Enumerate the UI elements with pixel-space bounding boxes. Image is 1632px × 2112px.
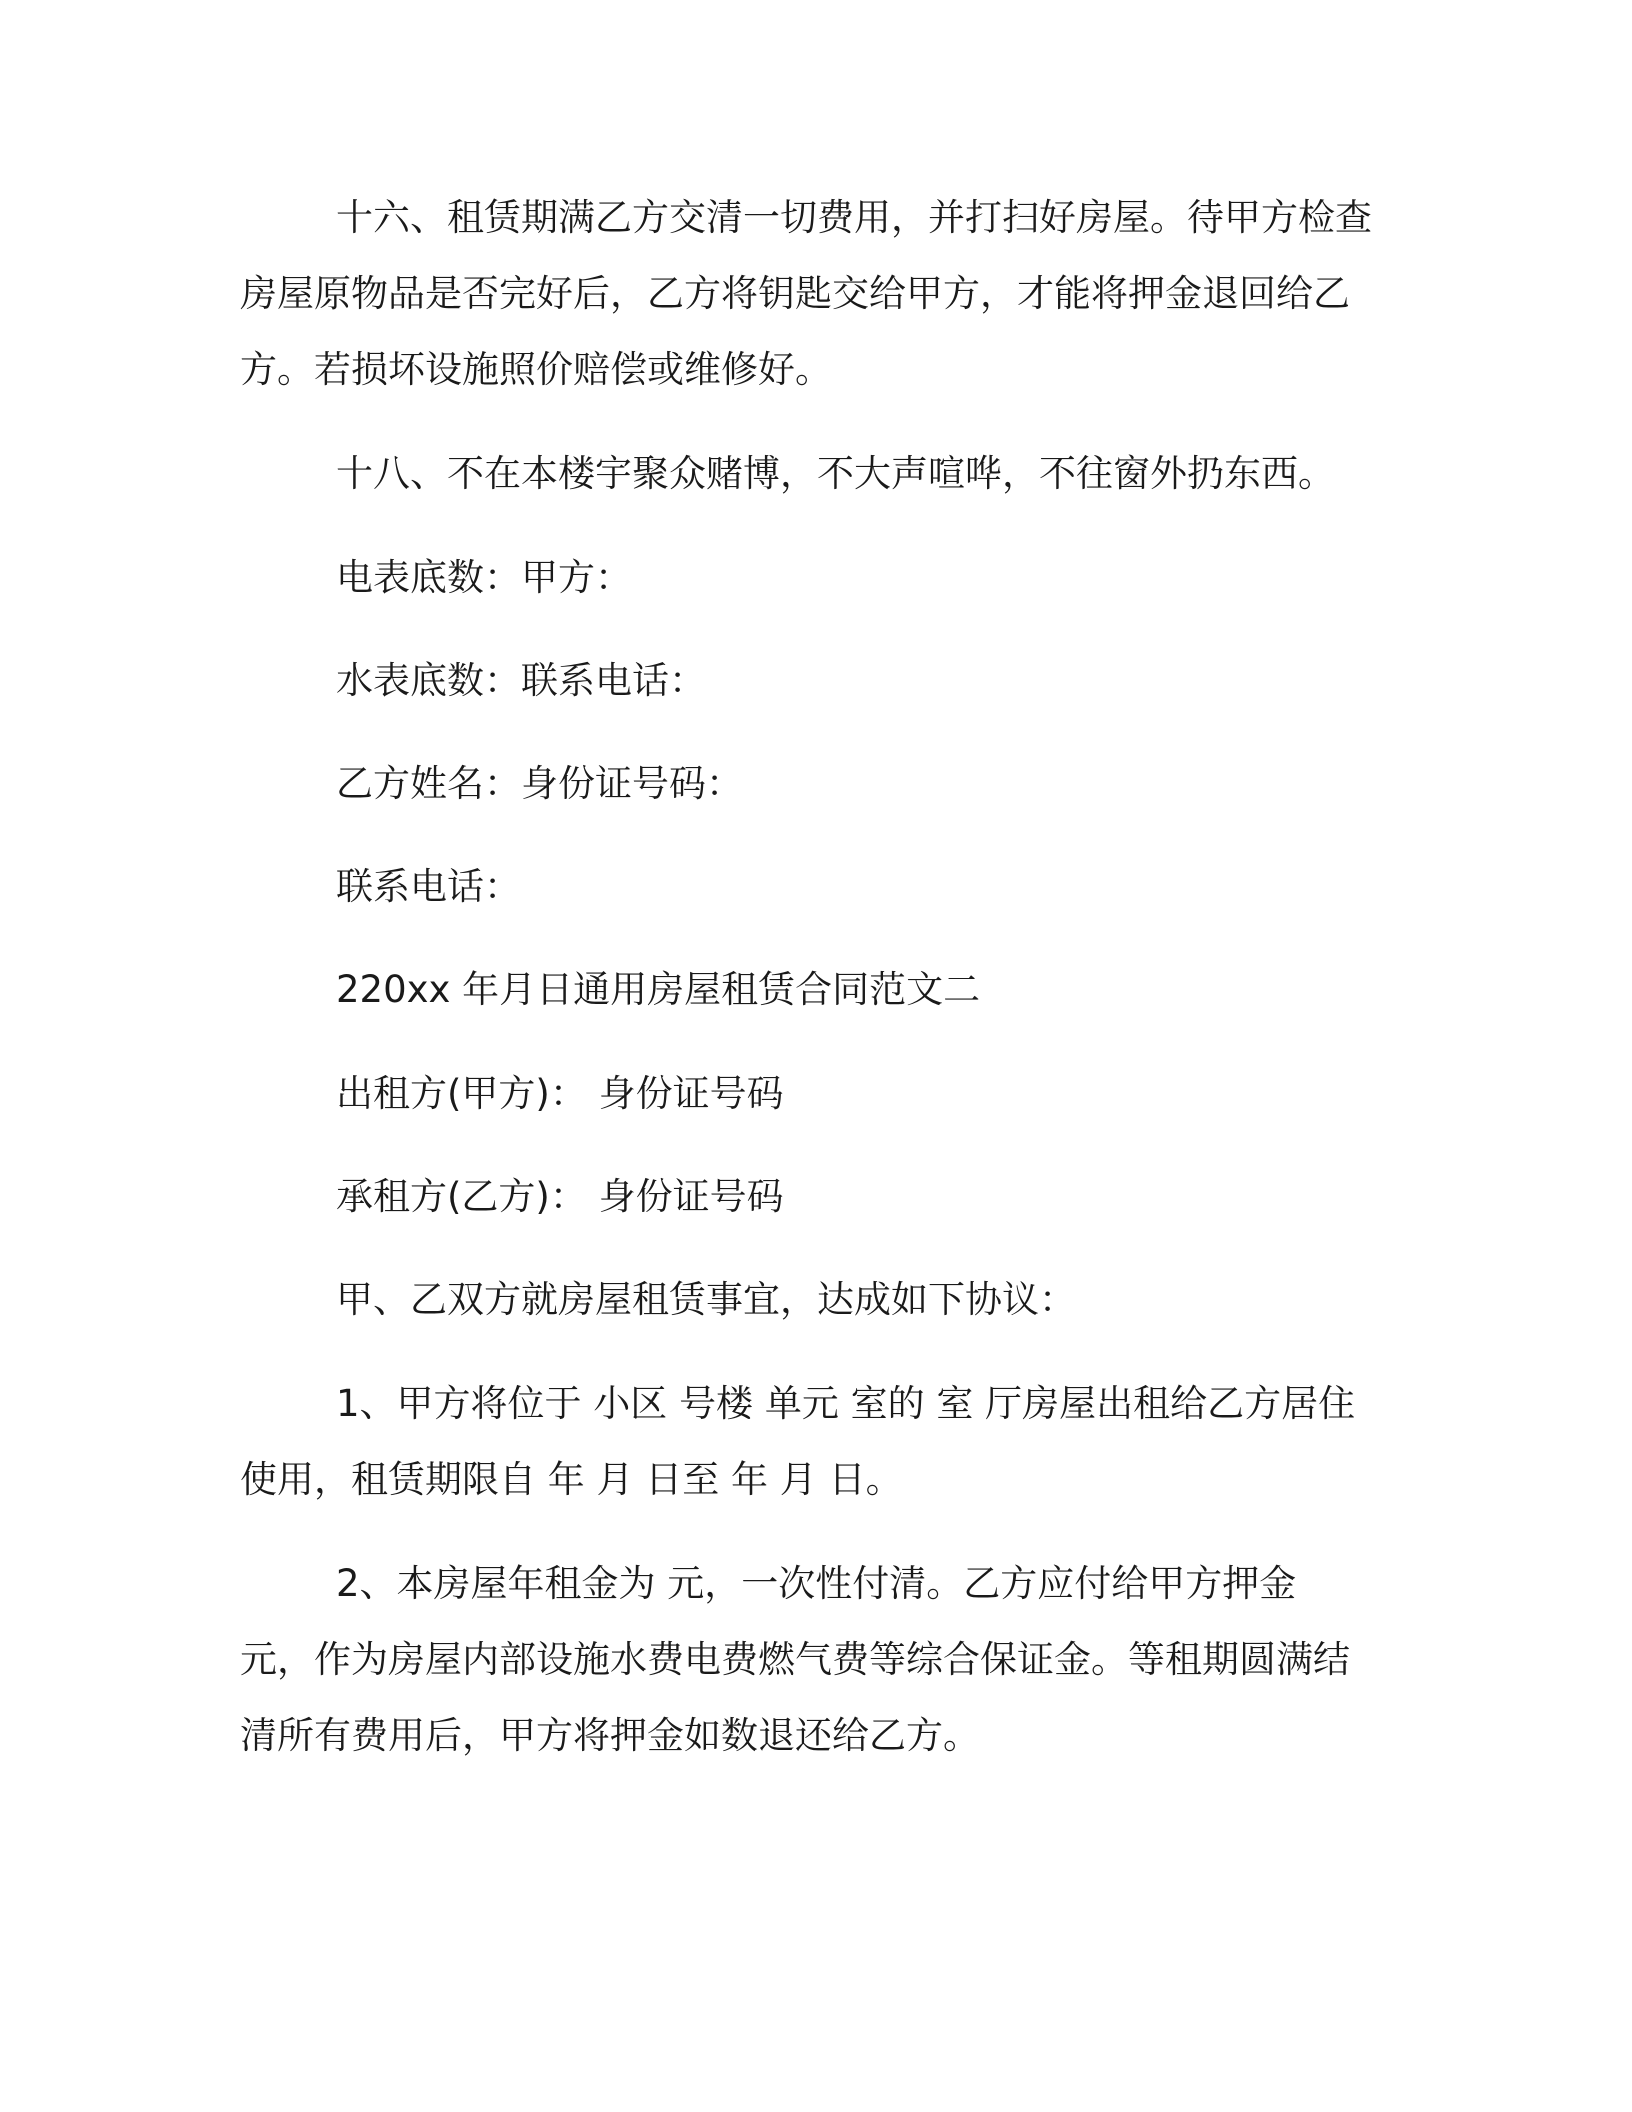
paragraph-lessor <box>240 1056 1380 1132</box>
paragraph-lessee <box>240 1159 1380 1235</box>
paragraph-text: 电表底数：甲方： <box>336 556 632 599</box>
paragraph-agreement-intro <box>240 1262 1380 1338</box>
paragraph-clause-16 <box>240 180 1380 408</box>
paragraph-electric-meter <box>240 540 1380 616</box>
paragraph-text: 乙方姓名：身份证号码： <box>336 762 743 805</box>
paragraph-text: 甲、乙双方就房屋租赁事宜，达成如下协议： <box>336 1278 1076 1321</box>
paragraph-text: 1、甲方将位于 小区 号楼 单元 室的 室 厅房屋出租给乙方居住使用，租赁期限自 年 月 日至 年 月 日。 <box>240 1382 1356 1501</box>
paragraph-text: 水表底数：联系电话： <box>336 659 706 702</box>
paragraph-water-meter <box>240 643 1380 719</box>
paragraph-clause-1 <box>240 1366 1380 1518</box>
paragraph-text: 2、本房屋年租金为 元，一次性付清。乙方应付给甲方押金 元，作为房屋内部设施水费电费燃气费等综合保证金。等租期圆满结清所有费用后，甲方将押金如数退还给乙方。 <box>240 1562 1350 1757</box>
paragraph-text: 十六、租赁期满乙方交清一切费用，并打扫好房屋。待甲方检查房屋原物品是否完好后，乙方将钥匙交给甲方，才能将押金退回给乙方。若损坏设施照价赔偿或维修好。 <box>240 196 1372 391</box>
paragraph-clause-18 <box>240 436 1380 512</box>
paragraph-contract-title <box>240 952 1380 1028</box>
paragraph-contact-phone <box>240 849 1380 925</box>
paragraph-text: 十八、不在本楼宇聚众赌博，不大声喧哗，不往窗外扔东西。 <box>336 452 1335 495</box>
paragraph-text: 出租方(甲方)： 身份证号码 <box>336 1072 784 1115</box>
paragraph-clause-2 <box>240 1546 1380 1774</box>
paragraph-text: 220xx 年月日通用房屋租赁合同范文二 <box>336 968 981 1011</box>
paragraph-text: 承租方(乙方)： 身份证号码 <box>336 1175 784 1218</box>
paragraph-text: 联系电话： <box>336 865 521 908</box>
paragraph-party-b-name <box>240 746 1380 822</box>
